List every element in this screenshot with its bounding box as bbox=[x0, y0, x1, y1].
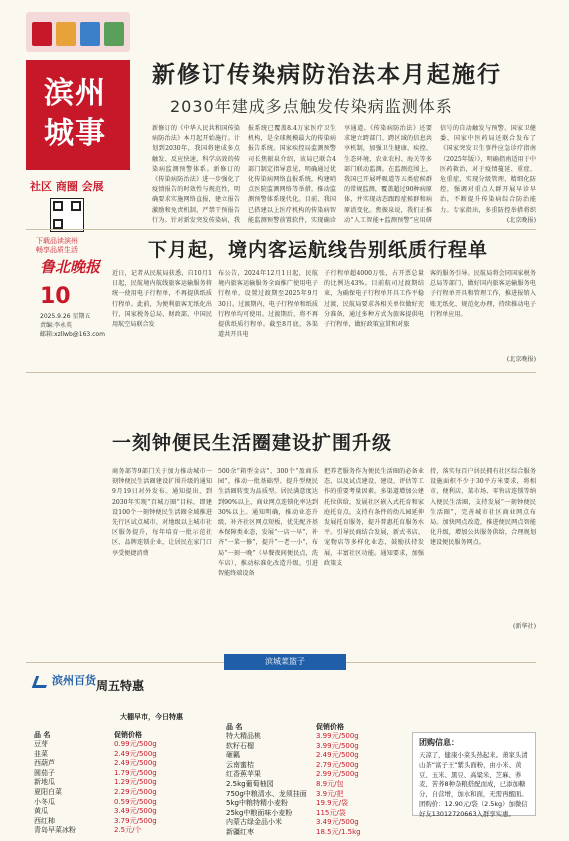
product-price: 1.29元/500g bbox=[114, 778, 157, 787]
group-buy-box bbox=[412, 732, 536, 816]
section-logo bbox=[26, 60, 130, 170]
product-name: 西红柿 bbox=[34, 816, 55, 825]
newspaper-logo: 鲁北晚报 bbox=[40, 258, 101, 276]
shop-icon bbox=[32, 22, 52, 46]
product-name: 云南蜜桔 bbox=[226, 760, 254, 769]
product-price: 3.99元/500g bbox=[316, 741, 359, 750]
product-name: 夏阳白菜 bbox=[34, 787, 62, 796]
promo-title: 周五特惠 bbox=[96, 679, 145, 693]
product-price: 2.49元/500g bbox=[114, 759, 157, 768]
product-name: 新地瓜 bbox=[34, 778, 55, 787]
article2-source: (北京晚报) bbox=[506, 356, 536, 363]
product-name: 内蒙古绿金品小米 bbox=[226, 818, 282, 827]
section-title-line1: 滨州 bbox=[44, 76, 106, 111]
product-price: 3.49元/500g bbox=[114, 807, 157, 816]
section-masthead bbox=[0, 0, 142, 338]
product-price: 19.9元/袋 bbox=[316, 799, 348, 808]
article2-column-3: 子行程单超4000万张，占开票总量的比例达43%。目前航司过渡期结束，为确保电子行程单开具工作平稳过渡，民航局要求各相关单位做好充分准备，通过多种方式为旅客提供电子行程单，做好政策宣贯和对旅 bbox=[324, 270, 424, 329]
issue-date: 2025.9.26 星期五 bbox=[40, 313, 91, 320]
product-price: 2.49元/500g bbox=[316, 751, 359, 760]
product-name: 小冬瓜 bbox=[34, 797, 55, 806]
article1-column-2: 报系统已覆盖8.4万家医疗卫生机构，是全球规模最大的传染病报告系统。国家疾控局监测预警司长焦振泉介绍，该局已联合4部门制定指导意见，明确通过优化传染病网络直报系统，构建哨点医院监测网络等举措，推动监测预警体系现代化。目前，我国已搭建以上医疗机构的传染病智能监测预警前置软件，实现确诊 bbox=[248, 125, 336, 224]
article3-headline: 一刻钟便民生活圈建设扩围升级 bbox=[112, 432, 393, 454]
product-name: 750g中粮清水、龙须挂面 bbox=[226, 789, 307, 798]
article1-source: (北京晚报) bbox=[506, 217, 536, 224]
product-name: 25kg中粮面味小麦粉 bbox=[226, 808, 293, 817]
product-price: 2.29元/500g bbox=[114, 787, 157, 796]
article1-column-1: 新修订的《中华人民共和国传染病防治法》本月起开始施行。计划到2030年，我国将建成多点触发、反应快速、科学高效的传染病监测预警体系。新修订的《传染病防治法》进一步强化了疫情报告的时效性与规范性，明确要求实施网络直报，建立报告激励和免责机制，严禁干预报告行为。针对新发突发传染病，我 bbox=[152, 125, 240, 224]
editor-email: 邮箱:xzllwb@163.com bbox=[40, 331, 105, 338]
building-icon bbox=[80, 22, 100, 46]
divider-1 bbox=[26, 229, 536, 230]
mid-col-price-header: 促销价格 bbox=[316, 723, 344, 731]
product-price: 0.99元/500g bbox=[114, 740, 157, 748]
product-name: 软籽石榴 bbox=[226, 741, 254, 750]
product-name: 黄瓜 bbox=[34, 807, 48, 816]
left-col-name-header: 品 名 bbox=[34, 731, 51, 739]
product-name: 韭菜 bbox=[34, 749, 48, 758]
product-price: 1.79元/500g bbox=[114, 768, 157, 777]
product-name: 豆芽 bbox=[34, 740, 48, 748]
product-price: 0.59元/500g bbox=[114, 797, 157, 806]
article2-column-2: 布公告，2024年12月1日起，民航境内旅客运输服务全面推广使用电子行程单，设置过渡期至2025年9月30日。过渡期内，电子行程单和纸质行程单均可使用。过渡期后，将不再提供纸质行程单。截至8月底，各渠道共开具电 bbox=[218, 270, 318, 339]
article3-column-4: 持，落实每百户居民拥有社区综合服务设施面积不少于30平方米要求，将相市，便利店、菜市场、零售店连锁等纳入便民生活圈，支持发展“一刻钟便民生活圈”，完善城市社区商业网点布局。加快网点改造，推进便民网点智能化升级，增加公共服务供给，合理规划建设便民服务网点。 bbox=[430, 468, 536, 547]
article1-headline: 新修订传染病防治法本月起施行 bbox=[152, 62, 502, 88]
article1-column-3: 享通道。《传染病防治法》还要求建立跨部门、跨区域的信息共享机制，加强卫生健康、疾控、生态环境、农业农村、海关等多部门联动监测。在监测范围上，我国已开展呼吸道等五类症候群的常规监测，覆盖超过90种病原体，并实现动态跟踪症候群和病原谱变化。焦振泉说，我们正推动“人工智能+监测预警”应用研 bbox=[344, 125, 432, 224]
store-logo-icon bbox=[32, 676, 50, 688]
product-price: 8.9元/包 bbox=[316, 779, 344, 788]
product-name: 2.5kg葡萄柚园 bbox=[226, 779, 274, 788]
mid-price-list bbox=[316, 732, 361, 838]
product-price: 3.79元/500g bbox=[114, 816, 157, 825]
article2-headline: 下月起，境内客运航线告别纸质行程单 bbox=[148, 239, 489, 261]
product-price: 3.9元/把 bbox=[316, 789, 344, 798]
section-subtitle: 社区 商圈 会展 bbox=[30, 180, 104, 193]
article1-column-4: 信号的自动触发与预警。国家卫健委、国家中医药局还联合发布了《国家突发卫生事件应急诊疗指南（2025年版）》，明确指南适用于中医药救治，对于疫情蔓延、重症、危重症，实现分级管理、精细化防控，强调对重点人群开展早诊早治，不断提升传染病综合防治能力。专家指出，多重防控举措将织 bbox=[440, 125, 536, 214]
product-name: 特大精品桃 bbox=[226, 732, 261, 740]
product-name: 圆茄子 bbox=[34, 768, 55, 777]
page-number: 10 bbox=[40, 284, 71, 309]
mid-name-list bbox=[226, 732, 307, 838]
section-title-line2: 城事 bbox=[44, 116, 106, 151]
market-section-tag: 滨城菜篮子 bbox=[224, 654, 346, 670]
product-price: 2.79元/500g bbox=[316, 760, 359, 769]
divider-2 bbox=[26, 372, 536, 373]
market-icon bbox=[104, 22, 124, 46]
store-icon bbox=[56, 22, 76, 46]
left-name-list bbox=[34, 740, 76, 836]
product-price: 3.99元/500g bbox=[316, 732, 359, 740]
article3-column-1: 商务部等9部门关于加力推动城市一刻钟便民生活圈建设扩围升级的通知9月19日对外发布。通知提出，到2030年实现“百城万圈”目标，即建设100个一刻钟便民生活圈全域推进先行区试点城市，对地级以上城市社区服务提升，每年培育一批示范社区、品牌连锁企业，让居民在家门口享受便捷消费 bbox=[112, 468, 212, 557]
product-price: 115元/袋 bbox=[316, 808, 346, 817]
product-price: 3.49元/500g bbox=[316, 818, 359, 827]
qr-code-icon[interactable] bbox=[50, 198, 84, 232]
article3-source: (新华社) bbox=[512, 623, 536, 630]
left-price-list bbox=[114, 740, 157, 836]
editor-credit: 责编:李永英 bbox=[40, 322, 73, 329]
section-icons bbox=[26, 12, 130, 52]
promo-subtitle: 大棚早市，今日特惠 bbox=[120, 713, 183, 721]
store-name: 滨州百货 bbox=[52, 674, 96, 687]
article2-column-4: 客的服务引导。民航局将会同国家税务总局等部门，做好国内旅客运输服务电子行程单开具和管理工作，推进报销入账无纸化、规范化办理，持续推动电子行程单应用。 bbox=[430, 270, 536, 318]
article3-column-3: 把养老服务作为便民生活圈的必备业态，以及试点建设、建设、评估等工作的重要考量因素。多渠道增加公建托位供给，发展社区嵌入式托育和家庭托育点，支持有条件的幼儿园延伸发展托育服务，提升普惠托育服务水平。引导民商结合发展，新式书店、宠物店等多样化业态，鼓励扶持发展，丰富社区功能。通知要求，加强政策支 bbox=[324, 468, 424, 567]
left-col-price-header: 促销价格 bbox=[114, 731, 142, 739]
product-name: 西葫芦 bbox=[34, 759, 55, 768]
product-name: 红香蕉苹果 bbox=[226, 770, 261, 779]
product-price: 2.49元/500g bbox=[114, 749, 157, 758]
product-price: 18.5元/1.5kg bbox=[316, 827, 361, 836]
product-name: 新疆红枣 bbox=[226, 827, 254, 836]
article2-column-1: 近日，记者从民航局获悉，自10月1日起，民航境内航线旅客运输服务将统一使用电子行程单，不再提供纸质行程单。此前，为便利旅客无纸化出行，国家税务总局、财政部、中国民用航空局联合发 bbox=[112, 270, 212, 329]
product-name: 青岛早菜冰粉 bbox=[34, 826, 76, 835]
group-buy-body: 天凉了，健康小菜头热起来。萧家头清山茶“富子王”紫头面粉，由小米、黄豆、玉米、黑豆、高粱米、芝麻、荞麦、苦荞8种杂粮搭配而成，已添加糖分，自营增，加水和面，无需再醒面。团购价：12.90元/袋（2.5kg）加微信好友13012720663入群享实惠。 bbox=[419, 751, 528, 818]
article3-column-2: 500余“箱型金店”、300个“盈商乐园”，推动一批基础型、提升型便民生活圈转变为品质型。居民满意度达到90%以上，商业网点连锁化率达到30%以上。通知明确，推动业态升级，补齐社区网点短板，优先配齐基本保障类业态，发展“一店一早”，补齐“一菜一修”，提升“一老一小”，布局“一刻一晚”（早餐夜间便民点，洗车店），推动标准化改造升级，引进智能终端设备 bbox=[218, 468, 318, 578]
product-name: 5kg中粮特精小麦粉 bbox=[226, 799, 288, 808]
product-price: 2.5元/个 bbox=[114, 826, 142, 835]
qr-caption-1: 下载品读滨州 bbox=[36, 237, 78, 245]
product-name: 砸瓤 bbox=[226, 751, 240, 760]
article1-subheadline: 2030年建成多点触发传染病监测体系 bbox=[170, 97, 453, 116]
mid-col-name-header: 品 名 bbox=[226, 723, 243, 731]
qr-caption-2: 畅享品质生活 bbox=[36, 246, 78, 254]
group-buy-title: 团购信息： bbox=[419, 738, 459, 747]
product-price: 2.99元/500g bbox=[316, 770, 359, 779]
